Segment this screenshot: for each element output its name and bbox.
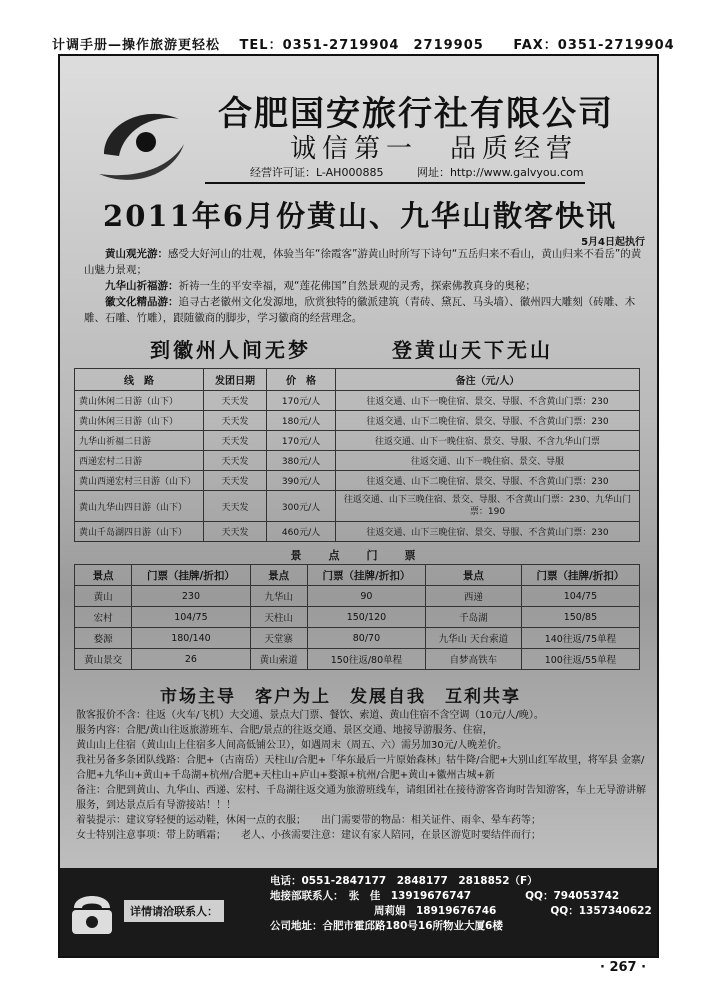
- contact-phone: 电话：0551-2847177 2848177 2818852（F）: [270, 875, 538, 887]
- header-strip: [52, 34, 675, 53]
- note-line: 着装提示：建议穿轻便的运动鞋，休闲一点的衣服； 出门需要带的物品：相关证件、雨伞、晕车药等；: [76, 815, 541, 826]
- effective-date: 5月4日起执行: [581, 237, 645, 248]
- contact-line: 周莉娟 18919676746 QQ：1357340622: [374, 905, 652, 917]
- header-tel: TEL：0351-2719904 2719905: [239, 38, 484, 53]
- telephone-icon: [68, 880, 116, 938]
- company-slogan: 诚信第一 品质经营: [290, 134, 579, 164]
- col-price: 价 格: [267, 369, 336, 391]
- intro-item: 黄山观光游：感受大好河山的壮观，体验当年“徐霞客”游黄山时所写下诗句“五岳归来不看山，黄山归来不看岳”的黄山魅力景观；: [84, 248, 642, 276]
- advertisement: [58, 54, 659, 958]
- banner-right: 登黄山天下无山: [392, 338, 553, 362]
- note-line: 备注：合肥到黄山、九华山、西递、宏村、千岛湖往返交通为旅游班线车，请组团社在接待游客咨询时告知游客，车上无导游讲解服务，到达景点后有导游接站！！！: [76, 785, 646, 811]
- col-route: 线 路: [75, 369, 204, 391]
- table-row: 黄山千岛湖四日游（山下） 天天发 460元/人 往返交通、山下三晚住宿、景交、导服、不含黄山门票：230: [75, 522, 640, 542]
- contact-line: 地接部联系人： 张 佳 13919676747 QQ：794053742: [270, 890, 620, 902]
- contact-panel: [60, 868, 657, 956]
- col-note: 备注（元/人）: [336, 369, 640, 391]
- table-row: 黄山休闲三日游（山下） 天天发 180元/人 往返交通、山下二晚住宿、景交、导服、不含黄山门票：230: [75, 411, 640, 431]
- divider: [205, 182, 585, 184]
- table-header-row: [75, 369, 640, 391]
- license-line: [250, 164, 614, 180]
- header-slogan: 计调手册—操作旅游更轻松: [52, 38, 221, 53]
- company-logo: [84, 84, 194, 194]
- note-line: 黄山山上住宿（黄山山上住宿多人间高低铺公卫），如遇周末（周五、六）需另加30元/人晚差价。: [76, 740, 508, 751]
- intro-text: [84, 246, 644, 326]
- note-line: 我社另备多条团队线路：合肥+（古南岳）天柱山/合肥+「华东最后一片原始森林」牯牛降/合肥+大别山红军故里，将军县 金寨/合肥+九华山+黄山+千岛湖+杭州/合肥+天柱山+庐山+婺源+杭州/合肥+黄山+徽州古城+新: [76, 755, 645, 781]
- table-row: 黄山景交 26 黄山索道 150往返/80单程 自梦高铁车 100往返/55单程: [75, 649, 640, 670]
- note-line: 散客报价不含：往返（火车/飞机）大交通、景点大门票、餐饮、索道、黄山住宿不含空调（10元/人/晚）。: [76, 710, 544, 721]
- headline: 2011年6月份黄山、九华山散客快讯: [103, 199, 617, 233]
- table-row: 九华山祈福二日游 天天发 170元/人 往返交通、山下一晚住宿、景交、导服、不含九华山门票: [75, 431, 640, 451]
- table-row: 黄山九华山四日游（山下） 天天发 300元/人 往返交通、山下三晚住宿、景交、导服、不含黄山门票：230、九华山门票：190: [75, 491, 640, 522]
- note-line: 女士特别注意事项：带上防晒霜； 老人、小孩需要注意：建议有家人陪同，在景区游览时要结伴而行；: [76, 830, 541, 841]
- table-row: 婺源 180/140 天堂寨 80/70 九华山 天台索道 140往返/75单程: [75, 628, 640, 649]
- table-row: 西递宏村二日游 天天发 380元/人 往返交通、山下一晚住宿、景交、导服: [75, 451, 640, 471]
- intro-item: 徽文化精品游：追寻古老徽州文化发源地，欣赏独特的徽派建筑（青砖、黛瓦、马头墙）、徽州四大雕刻（砖雕、木雕、石雕、竹雕），跟随徽商的脚步，学习徽商的经营理念。: [84, 296, 636, 324]
- website: 网址：http://www.galvyou.com: [416, 166, 584, 179]
- table-row: 宏村 104/75 天柱山 150/120 千岛湖 150/85: [75, 607, 640, 628]
- page-number: · 267 ·: [600, 960, 647, 975]
- tickets-title: 景 点 门 票: [290, 549, 424, 562]
- contact-info: [270, 874, 652, 934]
- tickets-table: [74, 564, 640, 670]
- motto: 市场主导 客户为上 发展自我 互利共享: [160, 687, 521, 707]
- table-row: 黄山西递宏村三日游（山下） 天天发 390元/人 往返交通、山下二晚住宿、景交、导服、不含黄山门票：230: [75, 471, 640, 491]
- contact-address: 公司地址：合肥市霍邱路180号16所物业大厦6楼: [270, 920, 503, 932]
- table-row: 黄山休闲二日游（山下） 天天发 170元/人 往返交通、山下一晚住宿、景交、导服、不含黄山门票：230: [75, 391, 640, 411]
- note-line: 服务内容：合肥/黄山往返旅游班车、合肥/景点的往返交通、景区交通、地接导游服务、住宿，: [76, 725, 493, 736]
- banner-left: 到徽州人间无梦: [150, 338, 311, 362]
- contact-label: 详情请洽联系人：: [124, 900, 224, 922]
- table-row: 黄山 230 九华山 90 西递 104/75: [75, 586, 640, 607]
- intro-item: 九华山祈福游：祈祷一生的平安幸福，观“莲花佛国”自然景观的灵秀，探索佛教真身的奥秘；: [105, 280, 536, 292]
- license-number: 经营许可证：L-AH000885: [250, 166, 384, 179]
- company-name: 合肥国安旅行社有限公司: [218, 94, 614, 134]
- notes: [76, 708, 646, 843]
- header-fax: FAX：0351-2719904: [513, 38, 675, 53]
- col-date: 发团日期: [204, 369, 267, 391]
- routes-table: [74, 368, 640, 542]
- table-header-row: 景点 门票（挂牌/折扣） 景点 门票（挂牌/折扣） 景点 门票（挂牌/折扣）: [75, 565, 640, 586]
